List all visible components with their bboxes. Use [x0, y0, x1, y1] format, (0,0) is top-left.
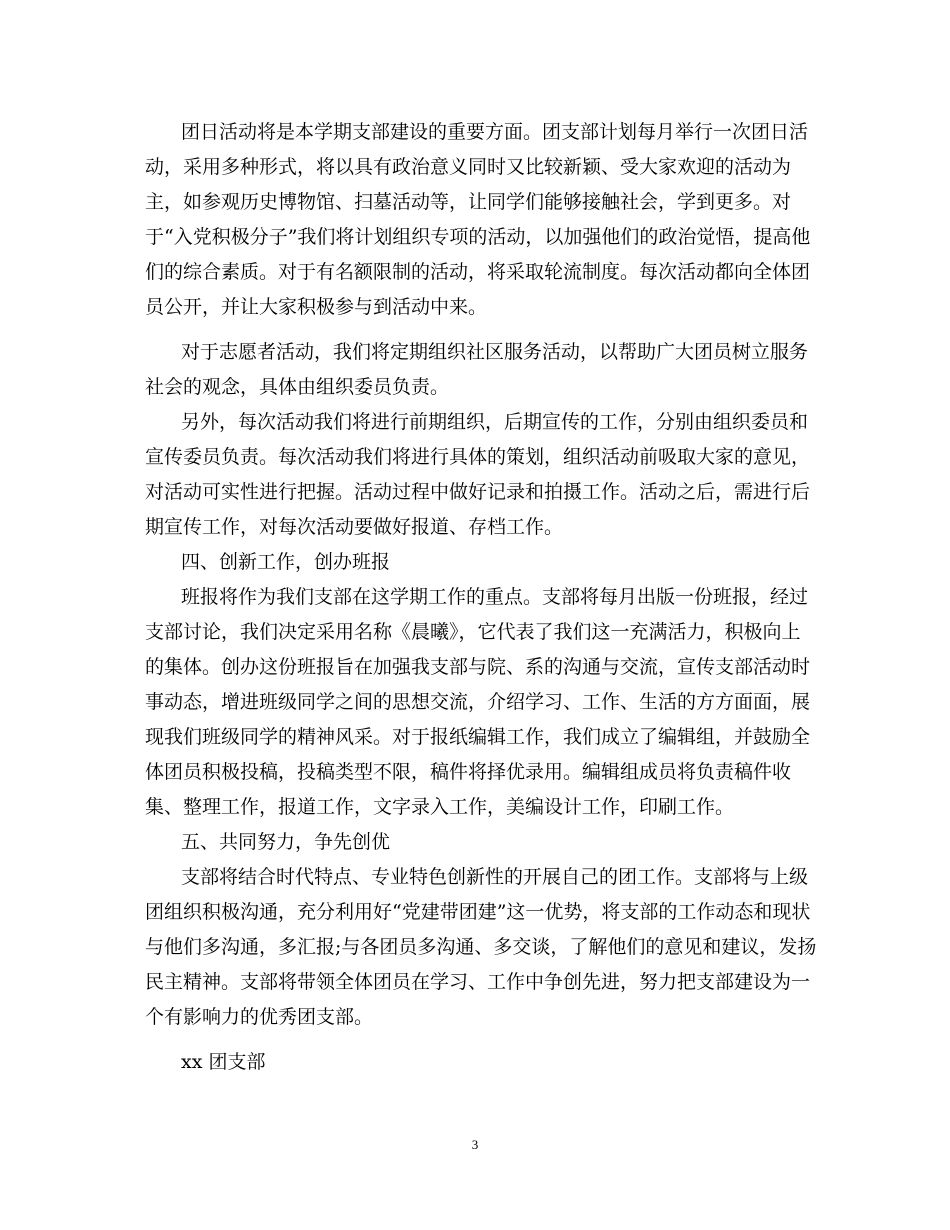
text-line: 集、整理工作，报道工作，文字录入工作，美编设计工作，印刷工作。	[145, 796, 735, 818]
text-line: 主，如参观历史博物馆、扫墓活动等，让同学们能够接触社会，学到更多。对	[145, 191, 792, 213]
text-line: 团组织积极沟通，充分利用好“党建带团建”这一优势，将支部的工作动态和现状	[145, 901, 811, 923]
text-line: 社会的观念，具体由组织委员负责。	[145, 376, 450, 398]
page-number: 3	[471, 1137, 479, 1152]
text-line: 动，采用多种形式，将以具有政治意义同时又比较新颖、受大家欢迎的活动为	[145, 156, 792, 178]
text-line: 对于志愿者活动，我们将定期组织社区服务活动，以帮助广大团员树立服务	[181, 341, 809, 363]
text-line: 团日活动将是本学期支部建设的重要方面。团支部计划每月举行一次团日活	[181, 121, 809, 143]
text-line: 个有影响力的优秀团支部。	[145, 1006, 374, 1028]
text-line: 事动态，增进班级同学之间的思想交流，介绍学习、工作、生活的方方面面，展	[145, 691, 811, 713]
text-line: 于“入党积极分子”我们将计划组织专项的活动，以加强他们的政治觉悟，提高他	[145, 226, 811, 248]
text-line: 期宣传工作，对每次活动要做好报道、存档工作。	[145, 516, 564, 538]
text-line: 现我们班级同学的精神风采。对于报纸编辑工作，我们成立了编辑组，并鼓励全	[145, 726, 811, 748]
text-line: 班报将作为我们支部在这学期工作的重点。支部将每月出版一份班报，经过	[181, 586, 809, 608]
text-line: 支部讨论，我们决定采用名称《晨曦》，它代表了我们这一充满活力，积极向上	[145, 621, 801, 643]
section-heading: 四、创新工作，创办班报	[181, 551, 391, 573]
text-line: 另外，每次活动我们将进行前期组织，后期宣传的工作，分别由组织委员和	[181, 411, 809, 433]
text-line: 员公开，并让大家积极参与到活动中来。	[145, 296, 488, 318]
signature-line: xx 团支部	[181, 1051, 266, 1073]
text-line: 体团员积极投稿，投稿类型不限，稿件将择优录用。编辑组成员将负责稿件收	[145, 761, 792, 783]
text-line: 们的综合素质。对于有名额限制的活动，将采取轮流制度。每次活动都向全体团	[145, 261, 811, 283]
text-line: 的集体。创办这份班报旨在加强我支部与院、系的沟通与交流，宣传支部活动时	[145, 656, 811, 678]
text-line: 与他们多沟通，多汇报;与各团员多沟通、多交谈，了解他们的意见和建议，发扬	[145, 936, 817, 958]
text-line: 宣传委员负责。每次活动我们将进行具体的策划，组织活动前吸取大家的意见，	[145, 446, 811, 468]
text-line: 民主精神。支部将带领全体团员在学习、工作中争创先进，努力把支部建设为一	[145, 971, 811, 993]
text-line: 支部将结合时代特点、专业特色创新性的开展自己的团工作。支部将与上级	[181, 866, 809, 888]
section-heading: 五、共同努力，争先创优	[181, 831, 391, 853]
text-line: 对活动可实性进行把握。活动过程中做好记录和拍摄工作。活动之后，需进行后	[145, 481, 811, 503]
